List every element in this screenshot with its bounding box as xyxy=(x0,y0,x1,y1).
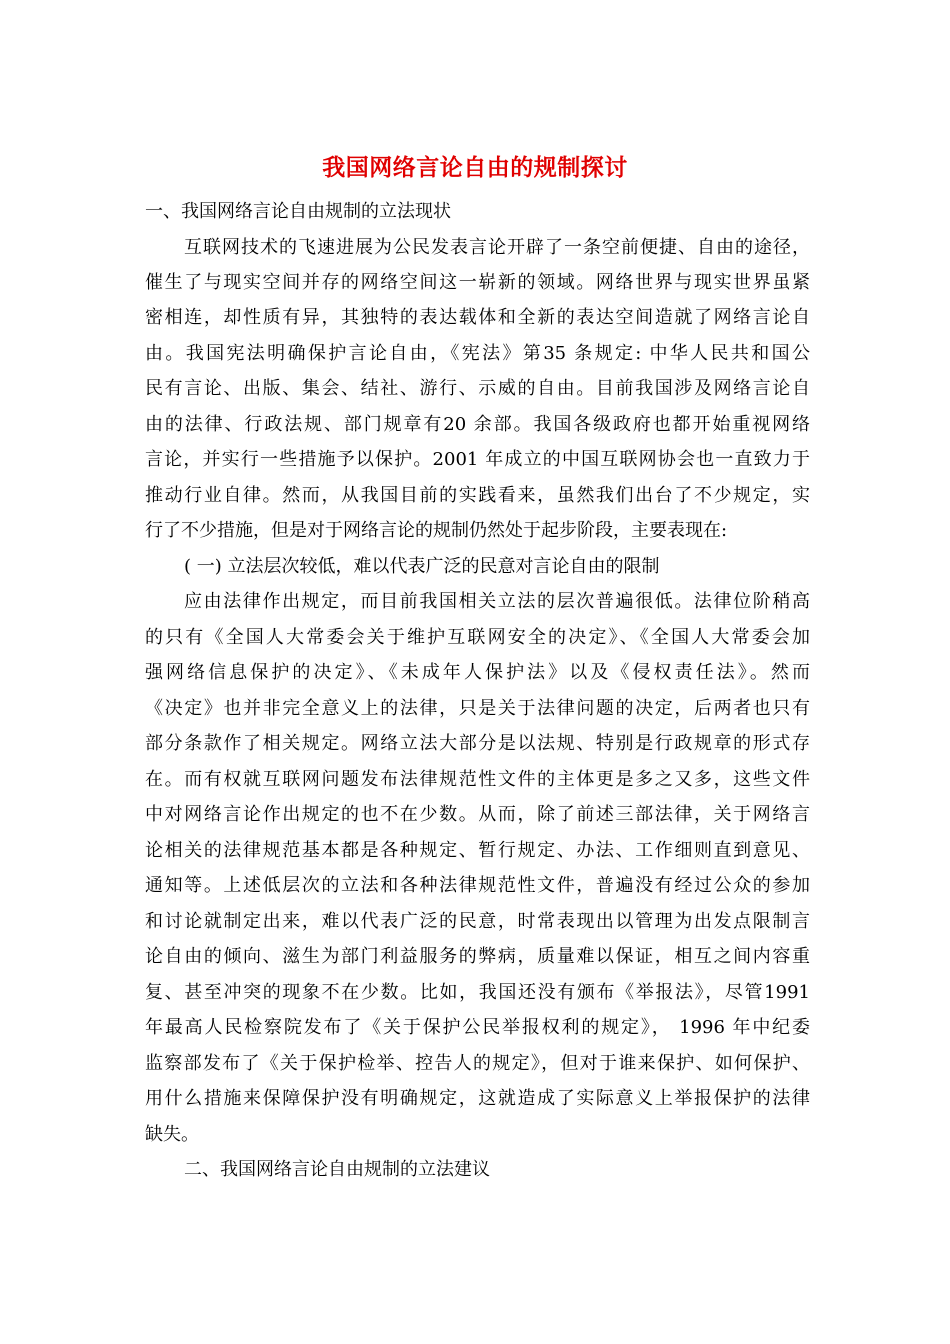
paragraph-line: 论自由的倾向、滋生为部门利益服务的弊病，质量难以保证，相互之间内容重 xyxy=(145,946,810,967)
subsection-heading-1: ( 一) 立法层次较低，难以代表广泛的民意对言论自由的限制 xyxy=(184,556,660,577)
section-heading-1: 一、我国网络言论自由规制的立法现状 xyxy=(145,201,451,222)
paragraph-line: 部分条款作了相关规定。网络立法大部分是以法规、特别是行政规章的形式存 xyxy=(145,733,810,754)
paragraph-line: 监察部发布了《关于保护检举、控告人的规定》，但对于谁来保护、如何保护、 xyxy=(145,1053,810,1074)
paragraph-line: 推动行业自律。然而，从我国目前的实践看来，虽然我们出台了不少规定，实 xyxy=(145,485,810,506)
paragraph-line: 在。而有权就互联网问题发布法律规范性文件的主体更是多之又多，这些文件 xyxy=(145,769,810,790)
paragraph-line: 强网络信息保护的决定》、《未成年人保护法》以及《侵权责任法》。然而 xyxy=(145,662,810,683)
paragraph-line: 《决定》也并非完全意义上的法律，只是关于法律问题的决定，后两者也只有 xyxy=(145,698,810,719)
paragraph-line: 论相关的法律规范基本都是各种规定、暂行规定、办法、工作细则直到意见、 xyxy=(145,840,810,861)
paragraph-line: 应由法律作出规定，而目前我国相关立法的层次普遍很低。法律位阶稍高 xyxy=(184,591,810,612)
paragraph-line: 由。我国宪法明确保护言论自由，《宪法》第35 条规定: 中华人民共和国公 xyxy=(145,343,810,364)
document-title: 我国网络言论自由的规制探讨 xyxy=(322,154,628,181)
paragraph-line: 中对网络言论作出规定的也不在少数。从而，除了前述三部法律，关于网络言 xyxy=(145,804,810,825)
paragraph-line: 行了不少措施，但是对于网络言论的规制仍然处于起步阶段，主要表现在: xyxy=(145,520,728,541)
paragraph-line: 言论，并实行一些措施予以保护。2001 年成立的中国互联网协会也一直致力于 xyxy=(145,449,810,470)
paragraph-line: 密相连，却性质有异，其独特的表达载体和全新的表达空间造就了网络言论自 xyxy=(145,307,810,328)
paragraph-line: 通知等。上述低层次的立法和各种法律规范性文件，普遍没有经过公众的参加 xyxy=(145,875,810,896)
paragraph-line: 由的法律、行政法规、部门规章有20 余部。我国各级政府也都开始重视网络 xyxy=(145,414,810,435)
paragraph-line: 缺失。 xyxy=(145,1124,199,1145)
paragraph-line: 和讨论就制定出来，难以代表广泛的民意，时常表现出以管理为出发点限制言 xyxy=(145,911,810,932)
paragraph-line: 年最高人民检察院发布了《关于保护公民举报权利的规定》， 1996 年中纪委 xyxy=(145,1017,810,1038)
paragraph-line: 互联网技术的飞速进展为公民发表言论开辟了一条空前便捷、自由的途径， xyxy=(184,237,810,258)
paragraph-line: 复、甚至冲突的现象不在少数。比如，我国还没有颁布《举报法》，尽管1991 xyxy=(145,982,810,1003)
paragraph-line: 的只有《全国人大常委会关于维护互联网安全的决定》、《全国人大常委会加 xyxy=(145,627,810,648)
paragraph-line: 民有言论、出版、集会、结社、游行、示威的自由。目前我国涉及网络言论自 xyxy=(145,378,810,399)
section-heading-2: 二、我国网络言论自由规制的立法建议 xyxy=(184,1159,490,1180)
paragraph-line: 用什么措施来保障保护没有明确规定，这就造成了实际意义上举报保护的法律 xyxy=(145,1088,810,1109)
paragraph-line: 催生了与现实空间并存的网络空间这一崭新的领域。网络世界与现实世界虽紧 xyxy=(145,272,810,293)
